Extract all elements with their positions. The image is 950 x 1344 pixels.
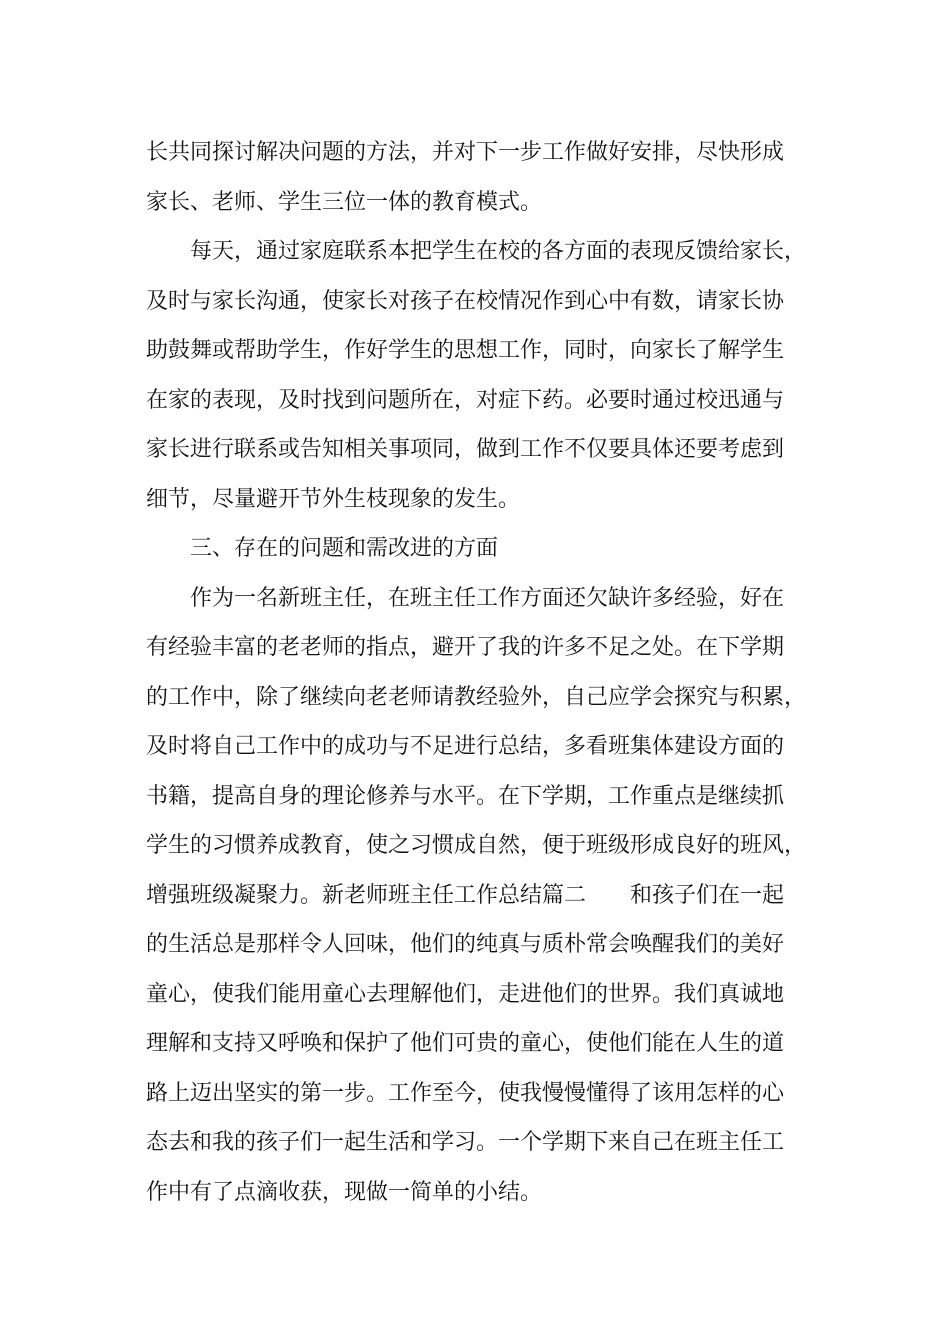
text-line-6-content: 在家的表现，及时找到问题所在，对症下药。必要时通过校迅通与 [146, 387, 785, 413]
text-line-12-content: 的工作中，除了继续向老老师请教经验外，自己应学会探究与积累， [146, 684, 807, 710]
text-line-20-content: 路上迈出坚实的第一步。工作至今，使我慢慢懂得了该用怎样的心 [146, 1080, 785, 1106]
text-line-8-content: 细节，尽量避开节外生枝现象的发生。 [146, 486, 521, 512]
text-line-7-content: 家长进行联系或告知相关事项同，做到工作不仅要具体还要考虑到 [146, 437, 785, 462]
text-line-22-content: 作中有了点滴收获，现做一简单的小结。 [146, 1179, 543, 1205]
text-line-15 [146, 821, 836, 871]
text-line-4 [146, 277, 836, 327]
text-line-13 [146, 722, 836, 772]
text-line-2 [146, 178, 836, 228]
text-line-14-content: 书籍，提高自身的理论修养与水平。在下学期，工作重点是继续抓 [146, 783, 785, 809]
inline-gap [586, 871, 630, 921]
text-line-8 [146, 475, 836, 525]
text-line-2-content: 家长、老师、学生三位一体的教育模式。 [146, 189, 543, 215]
text-line-17-content: 的生活总是那样令人回味，他们的纯真与质朴常会唤醒我们的美好 [146, 932, 785, 957]
text-line-16 [146, 871, 836, 921]
text-line-17 [146, 920, 836, 970]
text-line-22 [146, 1168, 836, 1218]
text-line-15-content: 学生的习惯养成教育，使之习惯成自然，便于班级形成良好的班风， [146, 833, 807, 858]
text-line-3 [146, 227, 836, 277]
text-line-7 [146, 425, 836, 475]
text-line-20 [146, 1069, 836, 1119]
body-text [146, 128, 836, 1217]
text-line-21-content: 态去和我的孩子们一起生活和学习。一个学期下来自己在班主任工 [146, 1130, 785, 1155]
section-heading [146, 524, 836, 574]
section-heading-text: 三、存在的问题和需改进的方面 [190, 536, 499, 561]
text-line-16-tail: 和孩子们在一起 [630, 882, 785, 908]
text-line-18 [146, 970, 836, 1020]
text-line-10-content: 作为一名新班主任，在班主任工作方面还欠缺许多经验，好在 [190, 585, 785, 611]
text-line-18-content: 童心，使我们能用童心去理解他们，走进他们的世界。我们真诚地 [146, 981, 785, 1007]
text-line-5 [146, 326, 836, 376]
text-line-19-content: 理解和支持又呼唤和保护了他们可贵的童心，使他们能在人生的道 [146, 1031, 785, 1056]
text-line-11 [146, 623, 836, 673]
text-line-13-content: 及时将自己工作中的成功与不足进行总结，多看班集体建设方面的 [146, 734, 785, 759]
text-line-14 [146, 772, 836, 822]
text-line-3-content: 每天，通过家庭联系本把学生在校的各方面的表现反馈给家长， [190, 239, 807, 264]
text-line-16-content: 增强班级凝聚力。新老师班主任工作总结篇二 [146, 882, 587, 908]
text-line-6 [146, 376, 836, 426]
text-line-19 [146, 1019, 836, 1069]
text-line-4-content: 及时与家长沟通，使家长对孩子在校情况作到心中有数，请家长协 [146, 288, 785, 314]
text-line-5-content: 助鼓舞或帮助学生，作好学生的思想工作，同时，向家长了解学生 [146, 338, 785, 363]
text-line-21 [146, 1118, 836, 1168]
text-line-12 [146, 673, 836, 723]
text-line-10 [146, 574, 836, 624]
text-line-1 [146, 128, 836, 178]
text-line-11-content: 有经验丰富的老老师的指点，避开了我的许多不足之处。在下学期 [146, 635, 785, 660]
text-line-1-content: 长共同探讨解决问题的方法，并对下一步工作做好安排，尽快形成 [146, 140, 785, 165]
